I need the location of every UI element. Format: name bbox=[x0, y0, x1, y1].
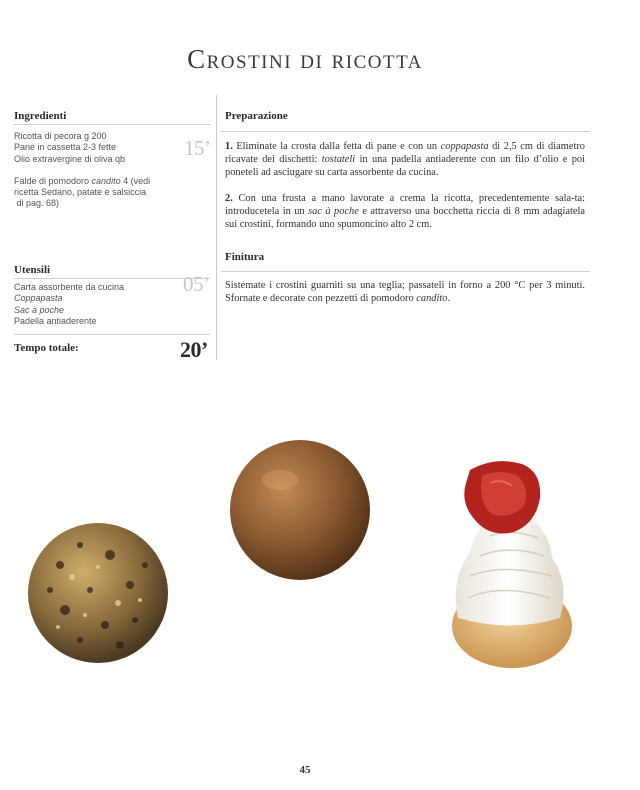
ingredient-item: Ricotta di pecora g 200 bbox=[14, 131, 107, 141]
total-time-value: 20’ bbox=[180, 337, 208, 362]
ingredients-list bbox=[14, 131, 174, 210]
ingredient-item-cont: di pag. 68) bbox=[14, 198, 60, 209]
divider-finishing bbox=[221, 271, 590, 272]
finishing-time: 05’ bbox=[183, 272, 210, 296]
ingredient-item: Falde di pomodoro candito 4 (vedi bbox=[14, 175, 151, 186]
ingredients-heading: Ingredienti bbox=[14, 110, 67, 122]
crostino-ball-photo bbox=[225, 435, 375, 585]
divider-tools bbox=[14, 278, 210, 279]
tool-item: Padella antiaderente bbox=[14, 315, 97, 326]
total-time-label: Tempo totale: bbox=[14, 342, 79, 354]
preparation-heading: Preparazione bbox=[225, 110, 288, 122]
finishing-heading: Finitura bbox=[225, 251, 265, 263]
divider-preparation bbox=[221, 131, 590, 132]
crostino-ricotta-photo bbox=[440, 458, 580, 673]
finishing-text: Sistemate i crostini guarniti su una teglia; passateli in forno a 200 °C per 3 minuti. Sfornate e decorate con pezzetti di pomodoro candito. bbox=[225, 280, 585, 305]
tool-item: Carta assorbente da cucina bbox=[14, 282, 125, 292]
divider-total bbox=[14, 334, 210, 335]
preparation-step-2: 2. Con una frusta a mano lavorate a crema la ricotta, precedentemente sala-ta: introducetela in un sac à poche e attraverso una bocchetta riccia di 8 mm adagiatela sui crostini, formando uno spumoncino alto 2 cm. bbox=[225, 193, 585, 231]
page-title: Crostini di ricotta bbox=[187, 44, 423, 74]
column-divider bbox=[216, 95, 217, 360]
ingredient-item: Pane in cassetta 2-3 fette bbox=[14, 142, 117, 153]
tool-item: Coppapasta bbox=[14, 293, 63, 304]
tools-heading: Utensili bbox=[14, 264, 51, 276]
ingredient-item-cont: ricetta Sedano, patate e salsiccia bbox=[14, 187, 147, 198]
page-number: 45 bbox=[299, 764, 311, 776]
preparation-time: 15’ bbox=[184, 136, 211, 160]
divider-ingredients bbox=[14, 124, 210, 125]
preparation-step-1: 1. Eliminate la crosta dalla fetta di pane e con un coppapasta di 2,5 cm di diametro ricavate dei dischetti: tostateli in una padella antiaderente con un filo d’olio e poi poneteli ad asciugare su carta assorbente da cucina. bbox=[225, 141, 585, 179]
ingredient-item: Olio extravergine di oliva qb bbox=[14, 153, 126, 164]
tool-item: Sac à poche bbox=[14, 304, 65, 315]
tools-list bbox=[14, 282, 174, 327]
crostino-crumb-photo bbox=[20, 515, 180, 675]
